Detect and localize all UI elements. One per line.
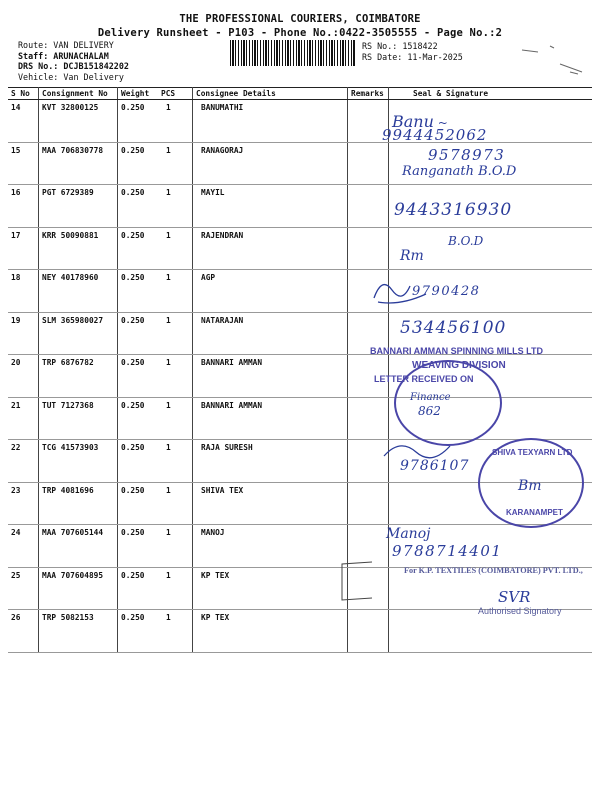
drs-label: DRS No.: DCJB151842202 (18, 61, 129, 71)
phone-row16: 9443316930 (394, 200, 513, 220)
col-weight: Weight (118, 88, 159, 100)
col-remarks: Remarks (348, 88, 389, 100)
barcode (230, 40, 356, 66)
cell-weight: 0.250 (118, 482, 159, 525)
cell-pcs: 1 (158, 142, 193, 185)
cell-pcs: 1 (158, 270, 193, 313)
cell-weight: 0.250 (118, 610, 159, 653)
meta-left (18, 40, 129, 82)
cell-sno: 20 (8, 355, 39, 398)
cell-sno: 22 (8, 440, 39, 483)
signature-row18-mark (370, 272, 430, 306)
stamp-bannari-circle (394, 360, 502, 446)
meta-right (362, 41, 463, 62)
cell-consignee: RANAGORAJ (193, 142, 348, 185)
cell-consignment: KVT 32800125 (39, 100, 118, 143)
cell-pcs: 1 (158, 312, 193, 355)
cell-consignment: TUT 7127368 (39, 397, 118, 440)
table-header-row (8, 88, 592, 100)
cell-consignment: TRP 4081696 (39, 482, 118, 525)
cell-pcs: 1 (158, 567, 193, 610)
rs-date: RS Date: 11-Mar-2025 (362, 51, 463, 62)
cell-consignee: KP TEX (193, 567, 348, 610)
corner-scribble-icon (520, 42, 590, 82)
table-row (8, 227, 592, 270)
cell-consignee: RAJA SURESH (193, 440, 348, 483)
cell-weight: 0.250 (118, 142, 159, 185)
cell-sno: 17 (8, 227, 39, 270)
cell-consignee: AGP (193, 270, 348, 313)
runsheet-subtitle: Delivery Runsheet - P103 - Phone No.:0422-3505555 - Page No.:2 (97, 27, 503, 39)
cell-consignment: MAA 707604895 (39, 567, 118, 610)
cell-pcs: 1 (158, 482, 193, 525)
cell-consignment: NEY 40178960 (39, 270, 118, 313)
cell-consignee: SHIVA TEX (193, 482, 348, 525)
cell-weight: 0.250 (118, 185, 159, 228)
phone-row18: 9790428 (412, 284, 481, 299)
cell-consignee: KP TEX (193, 610, 348, 653)
vehicle-label: Vehicle: Van Delivery (18, 71, 124, 82)
cell-remarks (348, 185, 389, 228)
staff-label: Staff: ARUNACHALAM (18, 50, 109, 61)
signature-row14: Banu ~ (392, 112, 448, 131)
phone-row24: 9788714401 (392, 542, 503, 560)
col-sno: S No (8, 88, 39, 100)
stamp-shiva-ring: SHIVA TEXYARN LTD (492, 448, 573, 457)
cell-pcs: 1 (158, 185, 193, 228)
cell-remarks (348, 142, 389, 185)
cell-pcs: 1 (158, 100, 193, 143)
page-title: THE PROFESSIONAL COURIERS, COIMBATORE (179, 13, 421, 25)
signature-row17: B.O.D (448, 234, 484, 248)
cell-remarks (348, 227, 389, 270)
signature-row17-mark: Rm (400, 248, 424, 264)
stamp-bannari-line1: BANNARI AMMAN SPINNING MILLS LTD (370, 346, 543, 356)
stamp-bannari-line2: WEAVING DIVISION (412, 360, 506, 371)
bracket-mark-icon (338, 560, 378, 604)
cell-sno: 26 (8, 610, 39, 653)
phone-row14: 9944452062 (382, 126, 488, 144)
cell-consignee: MANOJ (193, 525, 348, 568)
signature-row23: Bm (518, 478, 542, 494)
route-label: Route: VAN DELIVERY (18, 40, 114, 50)
cell-remarks (348, 397, 389, 440)
table-row (8, 270, 592, 313)
cell-weight: 0.250 (118, 440, 159, 483)
cell-consignee: RAJENDRAN (193, 227, 348, 270)
cell-consignment: PGT 6729389 (39, 185, 118, 228)
col-pcs: PCS (158, 88, 193, 100)
rs-number: RS No.: 1518422 (362, 41, 438, 51)
cell-weight: 0.250 (118, 567, 159, 610)
cell-pcs: 1 (158, 397, 193, 440)
cell-remarks (348, 482, 389, 525)
cell-consignment: KRR 50090881 (39, 227, 118, 270)
cell-weight: 0.250 (118, 312, 159, 355)
cell-pcs: 1 (158, 525, 193, 568)
cell-pcs: 1 (158, 227, 193, 270)
signature-row26: SVR (498, 588, 531, 606)
cell-consignee: BANUMATHI (193, 100, 348, 143)
cell-consignee: BANNARI AMMAN (193, 355, 348, 398)
cell-sno: 15 (8, 142, 39, 185)
signature-row24-name: Manoj (386, 526, 431, 542)
cell-pcs: 1 (158, 355, 193, 398)
col-consignment: Consignment No (39, 88, 118, 100)
signature-row21-num: 862 (418, 404, 441, 418)
cell-sno: 23 (8, 482, 39, 525)
stamp-kp-line2: Authorised Signatory (478, 606, 562, 616)
phone-row15: 9578973 (428, 146, 506, 164)
cell-sno: 25 (8, 567, 39, 610)
cell-weight: 0.250 (118, 270, 159, 313)
cell-sno: 24 (8, 525, 39, 568)
cell-sno: 16 (8, 185, 39, 228)
cell-consignment: SLM 365980027 (39, 312, 118, 355)
cell-consignment: MAA 706830778 (39, 142, 118, 185)
cell-pcs: 1 (158, 440, 193, 483)
cell-sno: 19 (8, 312, 39, 355)
cell-weight: 0.250 (118, 227, 159, 270)
table-row (8, 525, 592, 568)
cell-weight: 0.250 (118, 525, 159, 568)
cell-consignee: MAYIL (193, 185, 348, 228)
cell-pcs: 1 (158, 610, 193, 653)
cell-consignee: BANNARI AMMAN (193, 397, 348, 440)
signature-row22-mark (380, 436, 460, 466)
stamp-shiva-bottom: KARANAMPET (506, 508, 563, 517)
cell-weight: 0.250 (118, 397, 159, 440)
col-consignee: Consignee Details (193, 88, 348, 100)
cell-sno: 18 (8, 270, 39, 313)
cell-remarks (348, 610, 389, 653)
cell-consignment: TCG 41573903 (39, 440, 118, 483)
signature-row15: Ranganath B.O.D (402, 164, 517, 179)
stamp-bannari-line3: LETTER RECEIVED ON (374, 374, 474, 384)
cell-consignee: NATARAJAN (193, 312, 348, 355)
cell-consignment: MAA 707605144 (39, 525, 118, 568)
stamp-kp-line1: For K.P. TEXTILES (COIMBATORE) PVT. LTD., (404, 566, 583, 575)
cell-weight: 0.250 (118, 355, 159, 398)
cell-sno: 14 (8, 100, 39, 143)
phone-row23: 9786107 (400, 458, 470, 474)
cell-sno: 21 (8, 397, 39, 440)
cell-consignment: TRP 6876782 (39, 355, 118, 398)
cell-weight: 0.250 (118, 100, 159, 143)
col-seal: Seal & Signature (389, 88, 593, 100)
cell-consignment: TRP 5082153 (39, 610, 118, 653)
signature-row21: Finance (410, 392, 451, 403)
table-row (8, 100, 592, 143)
table-row (8, 397, 592, 440)
phone-row19: 534456100 (400, 318, 507, 338)
